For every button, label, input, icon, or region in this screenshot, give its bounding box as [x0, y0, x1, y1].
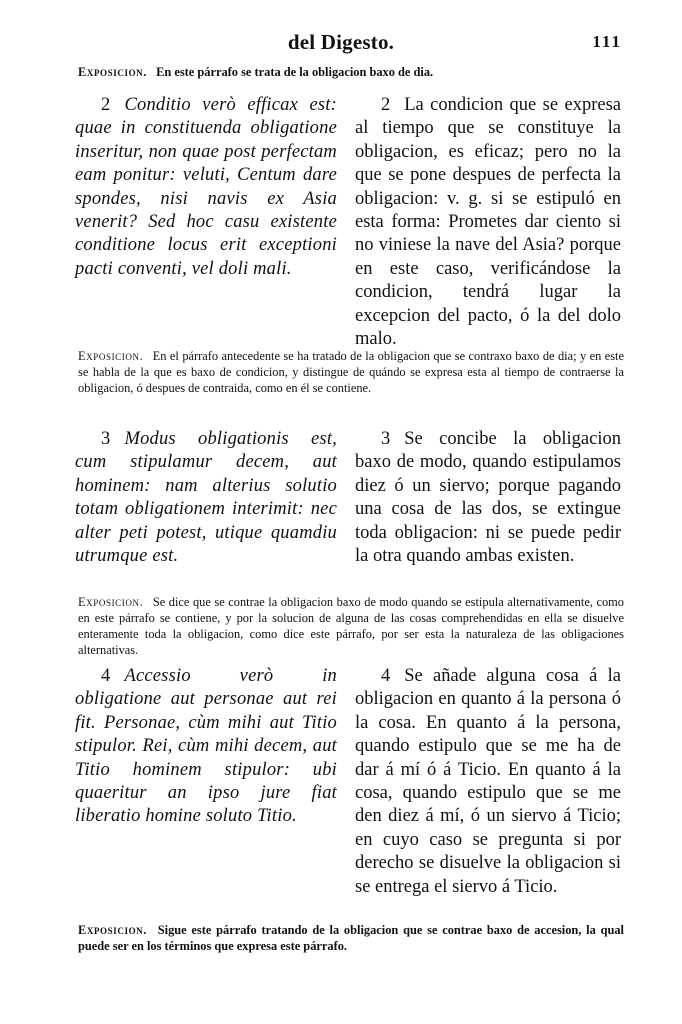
exposition-label: Exposicion.: [78, 923, 147, 937]
section-4-latin: [75, 665, 337, 829]
section-number: 3: [101, 429, 111, 449]
exposition-label: Exposicion.: [78, 595, 144, 609]
exposition-label: Exposicion.: [78, 65, 147, 79]
exposition-3: [78, 594, 624, 658]
spanish-text: La condicion que se expresa al tiempo que se constituye la obligacion, es eficaz; pero no la que se pone despues de perfecta la obligacion: v. g. si se estipuló en esta forma: Prometes dar ciento si no viniese la nave del Asia? porque en este caso, verificándose la condicion, tendrá lugar la excepcion del pacto, ó la del dolo malo.: [355, 95, 621, 350]
section-number: 2: [381, 95, 391, 115]
exposition-text: En el párrafo antecedente se ha tratado de la obligacion que se contraxo baxo de dia; y en este se habla de la que es baxo de condicion, y distingue de quándo se expresa esta al tiempo de contraerse la obligacion, ó despues de contraida, como en él se contiene.: [78, 349, 624, 395]
section-number: 4: [101, 666, 111, 686]
exposition-1: [78, 64, 624, 80]
exposition-text: Se dice que se contrae la obligacion baxo de modo quando se estipula alternativamente, como en este párrafo se contiene, y por la solucion de alguna de las cosas comprehendidas en ella se disuelve enteramente toda la obligacion, como dice este párrafo, por ser esta la naturaleza de las obligaciones alternativas.: [78, 595, 624, 657]
section-number: 3: [381, 429, 391, 449]
exposition-4: [78, 922, 624, 954]
section-number: 4: [381, 666, 391, 686]
latin-text: Accessio verò in obligatione aut personae aut rei fit. Personae, cùm mihi aut Titio stipulor. Rei, cùm mihi decem, aut Titio hominem stipulor: ubi quaeritur an ipso jure fiat liberatio homine soluto Titio.: [75, 666, 337, 827]
spanish-text: Se concibe la obligacion baxo de modo, quando estipulamos diez ó un siervo; porque pagando una cosa de las dos, se extingue toda obligacion: ni se puede pedir la otra quando ambas existen.: [355, 429, 621, 567]
page-header: [0, 30, 682, 58]
latin-text: Modus obligationis est, cum stipulamur decem, aut hominem: nam alterius solutio totam obligationem interimit: nec alter peti potest, utique quamdiu utrumque est.: [75, 429, 337, 567]
section-2-spanish: [355, 94, 621, 351]
exposition-text: En este párrafo se trata de la obligacion baxo de dia.: [156, 65, 434, 79]
section-4-spanish: [355, 665, 621, 899]
latin-text: Conditio verò efficax est: quae in constituenda obligatione inseritur, non quae post perfectam eam ponitur: veluti, Centum dare spondes, nisi navis ex Asia venerit? Sed hoc casu existente conditione locus erit exceptioni pacti conventi, vel doli mali.: [75, 95, 337, 279]
section-3-latin: [75, 428, 337, 568]
spanish-text: Se añade alguna cosa á la obligacion en quanto á la persona ó la cosa. En quanto á la persona, quando estipulo que se me ha de dar á mí ó á Ticio. En quanto á la cosa, quando estipulo que se me den diez á mí, ó un siervo á Ticio; en cuyo caso se pregunta si por derecho se disuelve la obligacion si se entrega el siervo á Ticio.: [355, 666, 621, 897]
exposition-2: [78, 348, 624, 396]
page-number: 111: [592, 32, 622, 51]
section-number: 2: [101, 95, 111, 115]
exposition-text: Sigue este párrafo tratando de la obligacion que se contrae baxo de accesion, la qual puede ser en los términos que expresa este párrafo.: [78, 923, 624, 953]
exposition-label: Exposicion.: [78, 349, 144, 363]
section-3-spanish: [355, 428, 621, 568]
running-title: del Digesto.: [287, 30, 395, 54]
section-2-latin: [75, 94, 337, 281]
